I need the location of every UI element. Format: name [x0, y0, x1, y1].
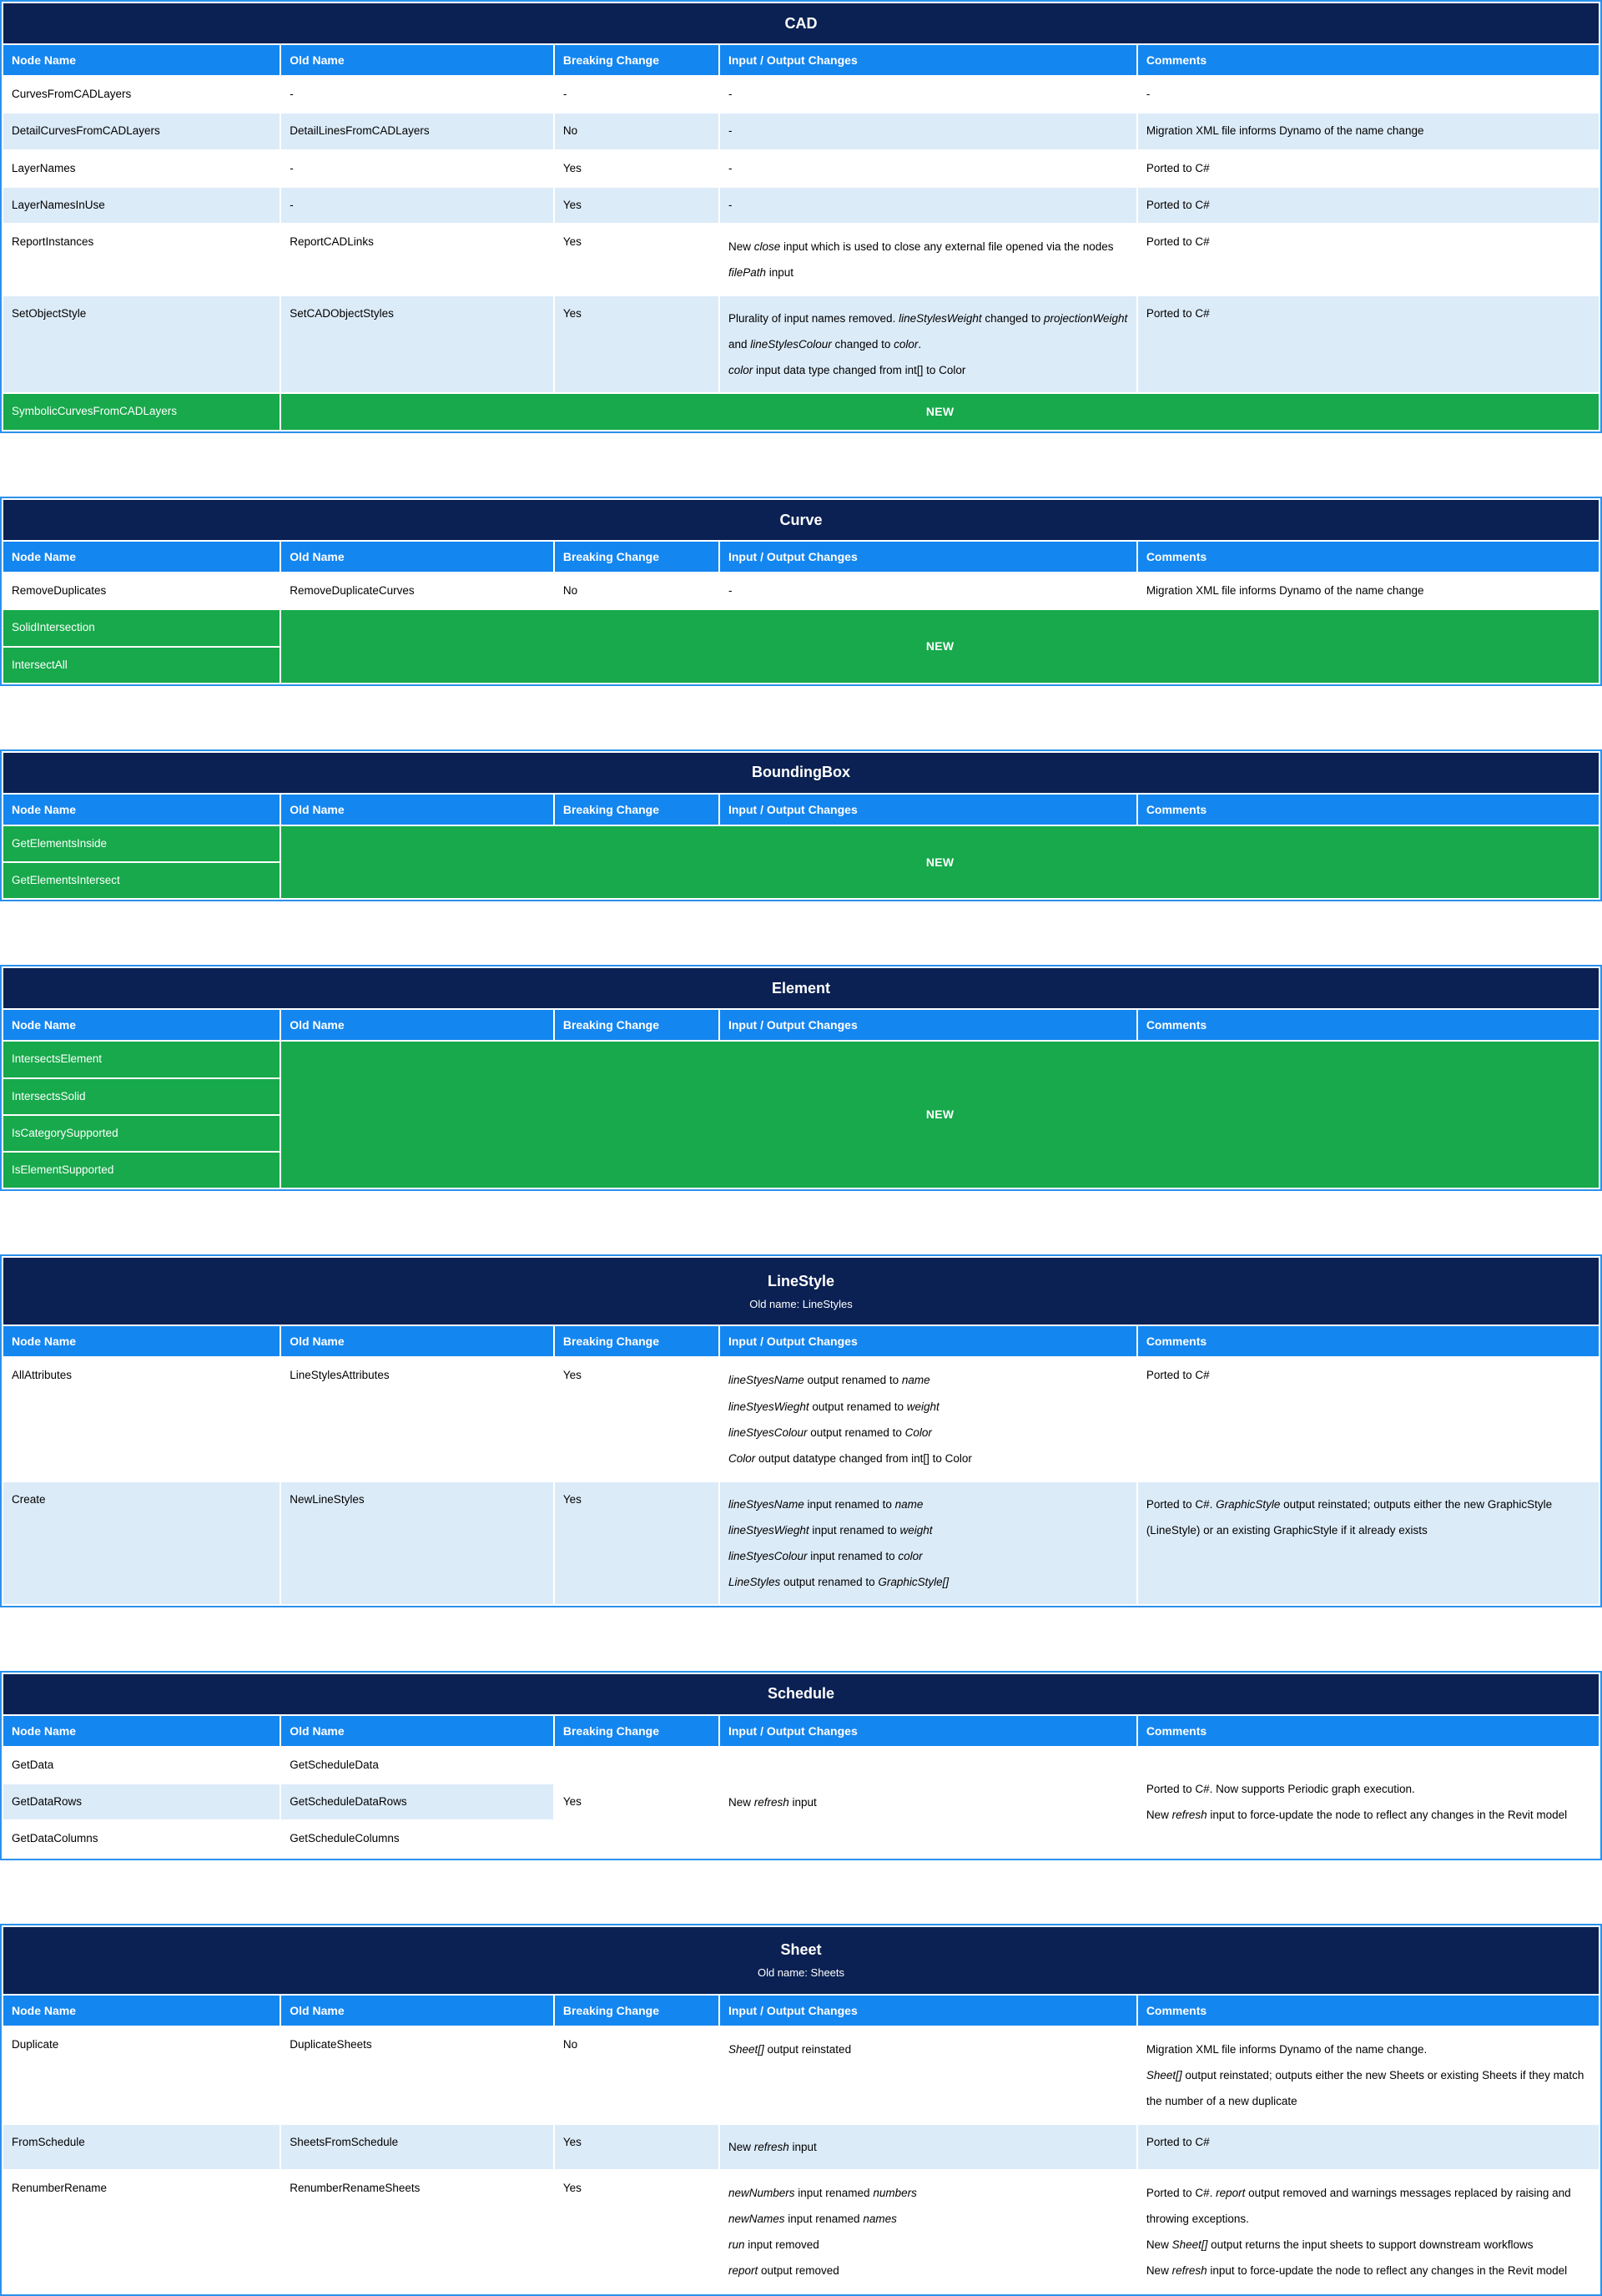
column-header-breaking-change: Breaking Change	[555, 45, 718, 75]
cell-comments: Migration XML file informs Dynamo of the name change	[1138, 114, 1599, 149]
table-title: Schedule	[3, 1674, 1599, 1714]
cell-node-name: DetailCurvesFromCADLayers	[3, 114, 280, 149]
new-cell: NEW	[281, 610, 1599, 683]
table-row	[3, 1748, 1599, 1783]
new-cell: NEW	[281, 394, 1599, 430]
column-header-breaking-change: Breaking Change	[555, 1326, 718, 1356]
table-row	[3, 1358, 1599, 1480]
cell-comments: Ported to C#. GraphicStyle output reinstated; outputs either the new GraphicStyle (LineStyle) or an existing GraphicStyle if it already exists	[1138, 1482, 1599, 1604]
cell-node-name: GetData	[3, 1748, 280, 1783]
column-header-io-changes: Input / Output Changes	[720, 1010, 1136, 1040]
cell-io-changes: newNumbers input renamed numbers newNames input renamed names run input removed report output removed	[720, 2171, 1136, 2293]
table-title-row	[3, 1258, 1599, 1325]
cell-old-name: DuplicateSheets	[281, 2027, 553, 2123]
cell-old-name: LineStylesAttributes	[281, 1358, 553, 1480]
column-header-breaking-change: Breaking Change	[555, 542, 718, 572]
cell-old-name: RemoveDuplicateCurves	[281, 573, 553, 608]
column-header-comments: Comments	[1138, 1010, 1599, 1040]
table-title: LineStyle	[767, 1272, 835, 1289]
column-header-row	[3, 1716, 1599, 1746]
column-header-node-name: Node Name	[3, 795, 280, 825]
cell-io-changes: -	[720, 188, 1136, 223]
table-title: BoundingBox	[3, 753, 1599, 793]
green-node-cell: SolidIntersection	[3, 610, 280, 645]
column-header-comments: Comments	[1138, 45, 1599, 75]
cell-old-name: GetScheduleColumns	[281, 1821, 553, 1856]
cell-old-name: SetCADObjectStyles	[281, 296, 553, 392]
cell-old-name: RenumberRenameSheets	[281, 2171, 553, 2293]
table-element	[0, 965, 1602, 1191]
cell-comments: Ported to C#	[1138, 2125, 1599, 2169]
column-header-row	[3, 1996, 1599, 2026]
table-title-row	[3, 3, 1599, 43]
column-header-node-name: Node Name	[3, 1716, 280, 1746]
column-header-comments: Comments	[1138, 542, 1599, 572]
column-header-breaking-change: Breaking Change	[555, 795, 718, 825]
table-title: Element	[3, 968, 1599, 1008]
table-title-row	[3, 1674, 1599, 1714]
table-row	[3, 2027, 1599, 2123]
column-header-io-changes: Input / Output Changes	[720, 45, 1136, 75]
cell-comments: Ported to C#	[1138, 1358, 1599, 1480]
column-header-old-name: Old Name	[281, 795, 553, 825]
cell-breaking-change: Yes	[555, 1482, 718, 1604]
table-row	[3, 225, 1599, 295]
cell-comments: Migration XML file informs Dynamo of the name change. Sheet[] output reinstated; outputs either the new Sheets or existing Sheets if they match the number of a new duplicate	[1138, 2027, 1599, 2123]
column-header-row	[3, 45, 1599, 75]
cell-io-changes: Plurality of input names removed. lineStylesWeight changed to projectionWeight and lineStylesColour changed to color. color input data type changed from int[] to Color	[720, 296, 1136, 392]
cell-old-name: SheetsFromSchedule	[281, 2125, 553, 2169]
green-node-cell: GetElementsInside	[3, 826, 280, 861]
cell-old-name: NewLineStyles	[281, 1482, 553, 1604]
table-row-new	[3, 394, 1599, 430]
cell-breaking-change: Yes	[555, 151, 718, 186]
column-header-row	[3, 795, 1599, 825]
column-header-row	[3, 1326, 1599, 1356]
cell-node-name: RemoveDuplicates	[3, 573, 280, 608]
cell-old-name: GetScheduleData	[281, 1748, 553, 1783]
table-cad	[0, 0, 1602, 433]
column-header-io-changes: Input / Output Changes	[720, 1716, 1136, 1746]
new-cell: NEW	[281, 1042, 1599, 1188]
column-header-old-name: Old Name	[281, 542, 553, 572]
cell-node-name: LayerNames	[3, 151, 280, 186]
table-row-new	[3, 1042, 1599, 1077]
cell-node-name: GetDataColumns	[3, 1821, 280, 1856]
column-header-io-changes: Input / Output Changes	[720, 542, 1136, 572]
cell-node-name: RenumberRename	[3, 2171, 280, 2293]
table-row-new	[3, 826, 1599, 861]
cell-io-changes: New close input which is used to close any external file opened via the nodes filePath input	[720, 225, 1136, 295]
table-title-row	[3, 968, 1599, 1008]
column-header-old-name: Old Name	[281, 1996, 553, 2026]
table-row	[3, 573, 1599, 608]
cell-io-changes: Sheet[] output reinstated	[720, 2027, 1136, 2123]
column-header-io-changes: Input / Output Changes	[720, 1326, 1136, 1356]
cell-comments: Ported to C#	[1138, 188, 1599, 223]
cell-io-changes: lineStyesName input renamed to name lineStyesWieght input renamed to weight lineStyesColour input renamed to color LineStyles output renamed to GraphicStyle[]	[720, 1482, 1136, 1604]
column-header-node-name: Node Name	[3, 1996, 280, 2026]
column-header-comments: Comments	[1138, 795, 1599, 825]
cell-old-name: GetScheduleDataRows	[281, 1784, 553, 1819]
cell-breaking-change: Yes	[555, 2171, 718, 2293]
cell-old-name: ReportCADLinks	[281, 225, 553, 295]
cell-node-name: Duplicate	[3, 2027, 280, 2123]
cell-node-name: SetObjectStyle	[3, 296, 280, 392]
cell-io-changes: New refresh input	[720, 1748, 1136, 1857]
cell-breaking-change: Yes	[555, 225, 718, 295]
cell-comments: Ported to C#. report output removed and warnings messages replaced by raising and throwing exceptions. New Sheet[] output returns the input sheets to support downstream workflows New refresh input to force-update the node to reflect any changes in the Revit model	[1138, 2171, 1599, 2293]
column-header-breaking-change: Breaking Change	[555, 1996, 718, 2026]
cell-breaking-change: Yes	[555, 296, 718, 392]
green-node-cell: IsCategorySupported	[3, 1116, 280, 1151]
column-header-row	[3, 542, 1599, 572]
column-header-old-name: Old Name	[281, 1716, 553, 1746]
column-header-node-name: Node Name	[3, 542, 280, 572]
cell-old-name: -	[281, 188, 553, 223]
column-header-old-name: Old Name	[281, 45, 553, 75]
cell-io-changes: New refresh input	[720, 2125, 1136, 2169]
cell-breaking-change: Yes	[555, 1748, 718, 1857]
column-header-io-changes: Input / Output Changes	[720, 795, 1136, 825]
cell-node-name: Create	[3, 1482, 280, 1604]
table-sheet	[0, 1924, 1602, 2296]
column-header-row	[3, 1010, 1599, 1040]
cell-breaking-change: No	[555, 573, 718, 608]
table-curve	[0, 497, 1602, 686]
cell-io-changes: -	[720, 114, 1136, 149]
cell-comments: Ported to C#. Now supports Periodic graph execution. New refresh input to force-update the node to reflect any changes in the Revit model	[1138, 1748, 1599, 1857]
cell-node-name: LayerNamesInUse	[3, 188, 280, 223]
green-node-cell: IntersectsElement	[3, 1042, 280, 1077]
column-header-comments: Comments	[1138, 1716, 1599, 1746]
cell-comments: -	[1138, 77, 1599, 112]
table-boundingbox	[0, 749, 1602, 902]
table-row	[3, 151, 1599, 186]
column-header-node-name: Node Name	[3, 1326, 280, 1356]
table-row-new	[3, 610, 1599, 645]
table-schedule	[0, 1671, 1602, 1860]
table-row	[3, 1482, 1599, 1604]
cell-comments: Ported to C#	[1138, 225, 1599, 295]
cell-io-changes: -	[720, 151, 1136, 186]
cell-old-name: -	[281, 77, 553, 112]
column-header-io-changes: Input / Output Changes	[720, 1996, 1136, 2026]
column-header-comments: Comments	[1138, 1996, 1599, 2026]
column-header-old-name: Old Name	[281, 1326, 553, 1356]
cell-breaking-change: -	[555, 77, 718, 112]
cell-old-name: DetailLinesFromCADLayers	[281, 114, 553, 149]
table-row	[3, 188, 1599, 223]
cell-io-changes: -	[720, 77, 1136, 112]
cell-node-name: ReportInstances	[3, 225, 280, 295]
column-header-breaking-change: Breaking Change	[555, 1716, 718, 1746]
column-header-node-name: Node Name	[3, 1010, 280, 1040]
table-subtitle: Old name: LineStyles	[749, 1297, 853, 1310]
new-cell: NEW	[281, 826, 1599, 899]
column-header-comments: Comments	[1138, 1326, 1599, 1356]
cell-comments: Ported to C#	[1138, 151, 1599, 186]
cell-old-name: -	[281, 151, 553, 186]
green-node-cell: SymbolicCurvesFromCADLayers	[3, 394, 280, 430]
cell-node-name: GetDataRows	[3, 1784, 280, 1819]
table-row	[3, 296, 1599, 392]
cell-node-name: AllAttributes	[3, 1358, 280, 1480]
cell-breaking-change: Yes	[555, 188, 718, 223]
table-row	[3, 77, 1599, 112]
cell-io-changes: lineStyesName output renamed to name lineStyesWieght output renamed to weight lineStyesColour output renamed to Color Color output datatype changed from int[] to Color	[720, 1358, 1136, 1480]
cell-breaking-change: No	[555, 2027, 718, 2123]
green-node-cell: IntersectsSolid	[3, 1079, 280, 1114]
green-node-cell: IsElementSupported	[3, 1153, 280, 1188]
table-title: CAD	[3, 3, 1599, 43]
table-title: Curve	[3, 500, 1599, 540]
column-header-old-name: Old Name	[281, 1010, 553, 1040]
table-row	[3, 2125, 1599, 2169]
cell-comments: Migration XML file informs Dynamo of the name change	[1138, 573, 1599, 608]
table-title-row	[3, 753, 1599, 793]
table-subtitle: Old name: Sheets	[757, 1966, 845, 1980]
table-linestyle	[0, 1254, 1602, 1607]
cell-breaking-change: Yes	[555, 2125, 718, 2169]
table-title-row	[3, 1927, 1599, 1994]
green-node-cell: IntersectAll	[3, 648, 280, 683]
column-header-breaking-change: Breaking Change	[555, 1010, 718, 1040]
cell-breaking-change: Yes	[555, 1358, 718, 1480]
cell-comments: Ported to C#	[1138, 296, 1599, 392]
cell-node-name: FromSchedule	[3, 2125, 280, 2169]
cell-breaking-change: No	[555, 114, 718, 149]
table-title: Sheet	[780, 1941, 822, 1959]
green-node-cell: GetElementsIntersect	[3, 863, 280, 898]
cell-node-name: CurvesFromCADLayers	[3, 77, 280, 112]
table-title-row	[3, 500, 1599, 540]
column-header-node-name: Node Name	[3, 45, 280, 75]
cell-io-changes: -	[720, 573, 1136, 608]
table-row	[3, 114, 1599, 149]
